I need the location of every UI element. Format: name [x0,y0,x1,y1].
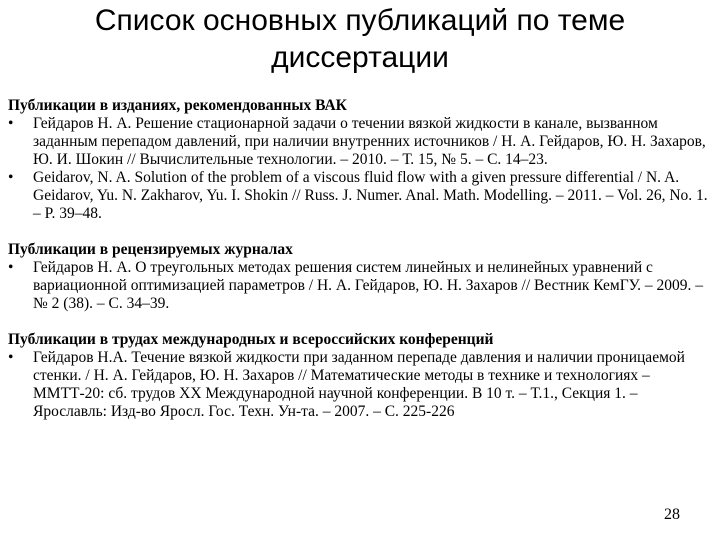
section-heading: Публикации в рецензируемых журналах [8,241,293,258]
slide-title: Список основных публикаций по теме диссертации [94,4,626,74]
bullet-icon: • [8,259,14,276]
bullet-icon: • [8,169,14,186]
publication-list [8,97,712,439]
publication-item [8,169,712,223]
section-reviewed-journals [8,241,712,313]
publication-item [8,115,712,169]
publication-text: Гейдаров Н.А. Течение вязкой жидкости при заданном перепаде давления и наличии проницаемой стенки. / Н. А. Гейдаров, Ю. Н. Захаров // Математические методы в технике и технологиях – ММТТ-20: сб. трудов XX Международной научной конференции. В 10 т. – Т.1., Секция 1. – Ярославль: Изд-во Яросл. Гос. Техн. Ун-та. – 2007. – С. 225-226 [33,349,685,420]
publication-text: Geidarov, N. A. Solution of the problem of a viscous fluid flow with a given pressure differential / N. A. Geidarov, Yu. N. Zakharov, Yu. I. Shokin // Russ. J. Numer. Anal. Math. Modelling. – 2011. – Vol. 26, No. 1. – P. 39–48. [33,169,708,222]
publication-text: Гейдаров Н. А. Решение стационарной задачи о течении вязкой жидкости в канале, вызванном заданным перепадом давлений, при наличии внутренних источников / Н. А. Гейдаров, Ю. Н. Захаров, Ю. И. Шокин // Вычислительные технологии. – 2010. – Т. 15, № 5. – С. 14–23. [33,115,706,168]
section-vak [8,97,712,223]
publication-item [8,349,712,421]
section-conferences [8,331,712,421]
page-number: 28 [664,506,680,523]
publication-text: Гейдаров Н. А. О треугольных методах решения систем линейных и нелинейных уравнений с вариационной оптимизацией параметров / Н. А. Гейдаров, Ю. Н. Захаров // Вестник КемГУ. – 2009. – № 2 (38). – С. 34–39. [33,259,703,312]
section-heading: Публикации в трудах международных и всероссийских конференций [8,331,494,348]
bullet-icon: • [8,115,14,132]
section-heading: Публикации в изданиях, рекомендованных ВАК [8,97,347,114]
bullet-icon: • [8,349,14,366]
publication-item [8,259,712,313]
